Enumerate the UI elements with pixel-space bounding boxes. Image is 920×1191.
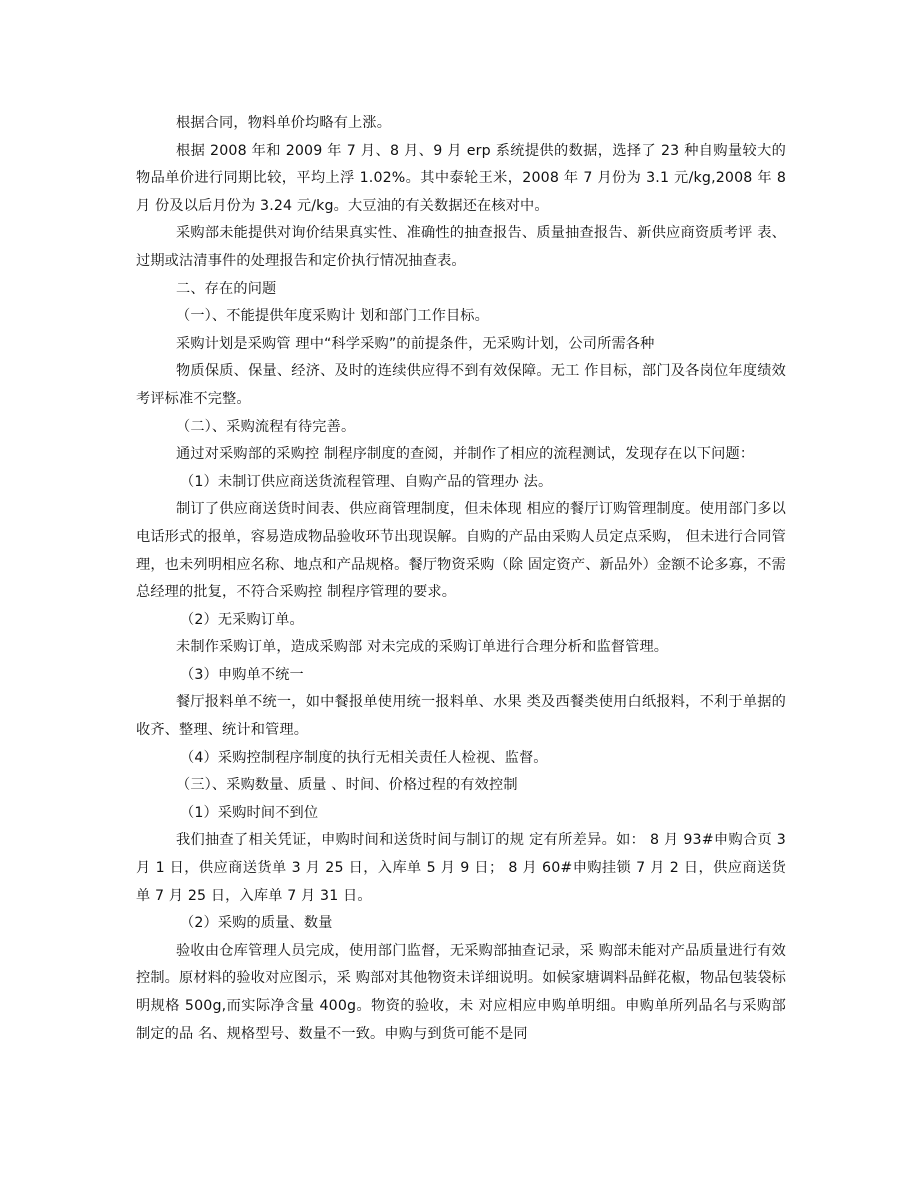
paragraph: 餐厅报料单不统一，如中餐报单使用统一报料单、水果 类及西餐类使用白纸报料，不利于单据的收齐、整理、统计和管理。 xyxy=(136,694,786,739)
subsection-heading: （二）、采购流程有待完善。 xyxy=(176,418,356,435)
paragraph: 制订了供应商送货时间表、供应商管理制度，但未体现 相应的餐厅订购管理制度。使用部门多以电话形式的报单，容易造成物品验收环节出现误解。自购的产品由采购人员定点采购， 但未进行合同管理，也未列明相应名称、地点和产品规格。餐厅物资采购（除 固定资产、新品外）金额不论多寡，不需总经理的批复，不符合采购控 制程序管理的要求。 xyxy=(136,501,786,601)
section-heading: 二、存在的问题 xyxy=(176,280,277,297)
list-item-heading: （2）采购的质量、数量 xyxy=(180,915,333,932)
paragraph: 我们抽查了相关凭证，申购时间和送货时间与制订的规 定有所差异。如： 8 月 93#申购合页 3 月 1 日，供应商送货单 3 月 25 日，入库单 5 月 9 日； 8 月 60#申购挂锁 7 月 2 日，供应商送货单 7 月 25 日，入库单 7 月 31 日。 xyxy=(136,832,786,904)
paragraph: 物质保质、保量、经济、及时的连续供应得不到有效保障。无工 作目标，部门及各岗位年度绩效考评标准不完整。 xyxy=(136,363,786,407)
list-item-heading: （2）无采购订单。 xyxy=(180,611,304,628)
list-item-heading: （4）采购控制程序制度的执行无相关责任人检视、监督。 xyxy=(180,749,548,766)
paragraph: 采购部未能提供对询价结果真实性、准确性的抽查报告、质量抽查报告、新供应商资质考评 表、过期或沽清事件的处理报告和定价执行情况抽查表。 xyxy=(136,225,786,269)
subsection-heading: （一）、不能提供年度采购计 划和部门工作目标。 xyxy=(176,308,489,325)
list-item-heading: （1）采购时间不到位 xyxy=(180,804,319,821)
paragraph: 根据 2008 年和 2009 年 7 月、8 月、9 月 erp 系统提供的数据，选择了 23 种自购量较大的物品单价进行同期比较，平均上浮 1.02%。其中泰轮王米，2008 年 7 月份为 3.1 元/kg,2008 年 8 月 份及以后月份为 3.24 元/kg。大豆油的有关数据还在核对中。 xyxy=(136,142,786,214)
paragraph: 通过对采购部的采购控 制程序制度的查阅，并制作了相应的流程测试，发现存在以下问题： xyxy=(176,446,755,463)
document-body xyxy=(136,110,786,1048)
paragraph: 验收由仓库管理人员完成，使用部门监督，无采购部抽查记录，采 购部未能对产品质量进行有效控制。原材料的验收对应图示，采 购部对其他物资未详细说明。如候家塘调料品鲜花椒，物品包装袋标明规格 500g,而实际净含量 400g。物资的验收，未 对应相应申购单明细。申购单所列品名与采购部制定的品 名、规格型号、数量不一致。申购与到货可能不是同 xyxy=(136,942,786,1042)
paragraph: 采购计划是采购管 理中“科学采购”的前提条件，无采购计划，公司所需各种 xyxy=(176,335,655,352)
paragraph: 根据合同，物料单价均略有上涨。 xyxy=(176,115,392,131)
subsection-heading: （三）、采购数量、质量 、时间、价格过程的有效控制 xyxy=(176,777,518,794)
list-item-heading: （1）未制订供应商送货流程管理、自购产品的管理办 法。 xyxy=(180,473,553,490)
list-item-heading: （3）申购单不统一 xyxy=(180,666,304,683)
paragraph: 未制作采购订单，造成采购部 对未完成的采购订单进行合理分析和监督管理。 xyxy=(176,639,669,656)
